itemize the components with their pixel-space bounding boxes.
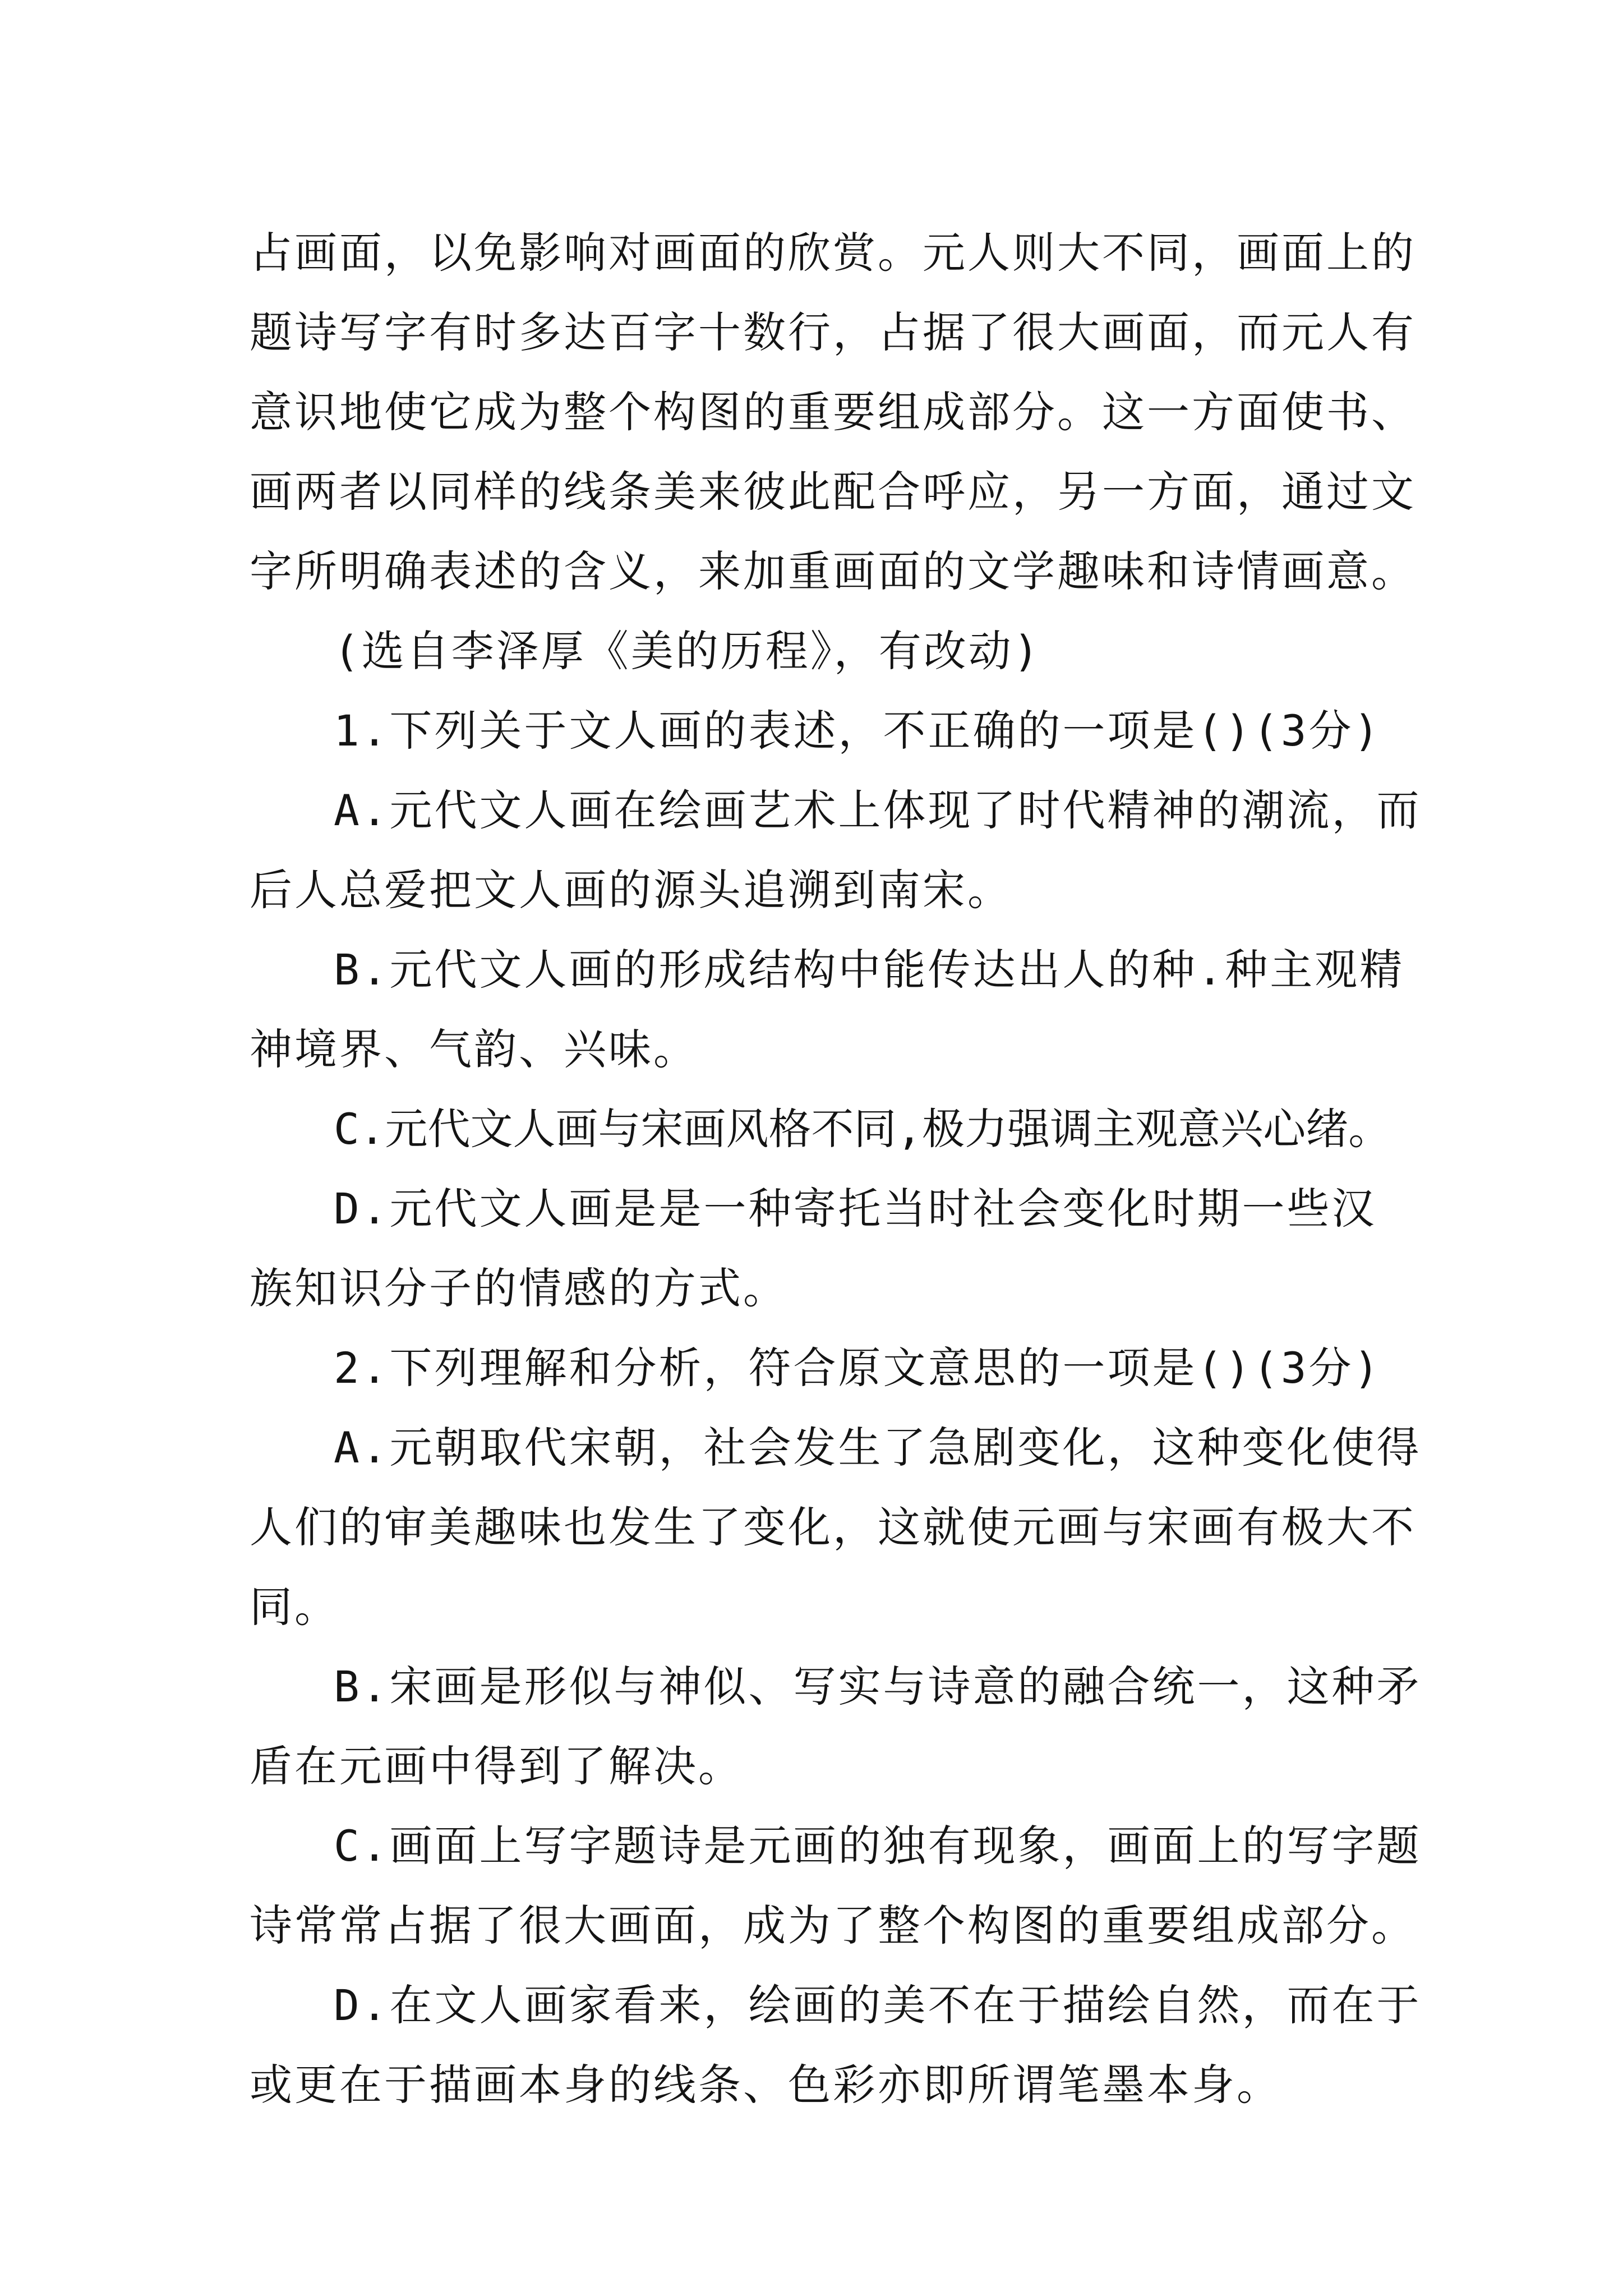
passage-source: (选自李泽厚《美的历程》，有改动) xyxy=(334,626,1041,676)
question-1-option-d: D.元代文人画是是一种寄托当时社会变化时期一些汉 xyxy=(334,1184,1377,1234)
question-2-option-a-cont: 同。 xyxy=(250,1582,339,1632)
question-1-option-a: A.元代文人画在绘画艺术上体现了时代精神的潮流，而 xyxy=(334,785,1422,835)
question-1-stem: 1.下列关于文人画的表述，不正确的一项是()(3分) xyxy=(334,706,1382,756)
passage-line: 画两者以同样的线条美来彼此配合呼应，另一方面，通过文 xyxy=(250,467,1416,517)
question-2-option-b-cont: 盾在元画中得到了解决。 xyxy=(250,1741,743,1791)
question-2-option-d: D.在文人画家看来，绘画的美不在于描绘自然，而在于 xyxy=(334,1980,1422,2030)
question-1-option-c: C.元代文人画与宋画风格不同,极力强调主观意兴心绪。 xyxy=(334,1104,1391,1154)
passage-line: 意识地使它成为整个构图的重要组成部分。这一方面使书、 xyxy=(250,387,1416,437)
question-1-option-a-cont: 后人总爱把文人画的源头追溯到南宋。 xyxy=(250,865,1012,915)
passage-line: 字所明确表述的含义，来加重画面的文学趣味和诗情画意。 xyxy=(250,546,1416,596)
question-1-option-b-cont: 神境界、气韵、兴味。 xyxy=(250,1024,698,1074)
question-2-option-a-cont: 人们的审美趣味也发生了变化，这就使元画与宋画有极大不 xyxy=(250,1502,1416,1552)
question-2-option-b: B.宋画是形似与神似、写实与诗意的融合统一，这种矛 xyxy=(334,1662,1422,1711)
question-2-option-c-cont: 诗常常占据了很大画面，成为了整个构图的重要组成部分。 xyxy=(250,1901,1416,1950)
passage-line: 题诗写字有时多达百字十数行，占据了很大画面，而元人有 xyxy=(250,307,1416,357)
question-1-option-d-cont: 族知识分子的情感的方式。 xyxy=(250,1263,788,1313)
question-2-option-a: A.元朝取代宋朝，社会发生了急剧变化，这种变化使得 xyxy=(334,1423,1422,1473)
question-2-option-d-cont: 或更在于描画本身的线条、色彩亦即所谓笔墨本身。 xyxy=(250,2060,1281,2110)
question-2-option-c: C.画面上写字题诗是元画的独有现象，画面上的写字题 xyxy=(334,1821,1422,1871)
question-2-stem: 2.下列理解和分析，符合原文意思的一项是()(3分) xyxy=(334,1343,1382,1393)
document-page xyxy=(250,213,1422,2125)
passage-line: 占画面，以免影响对画面的欣赏。元人则大不同，画面上的 xyxy=(250,228,1416,278)
question-1-option-b: B.元代文人画的形成结构中能传达出人的种.种主观精 xyxy=(334,945,1405,995)
